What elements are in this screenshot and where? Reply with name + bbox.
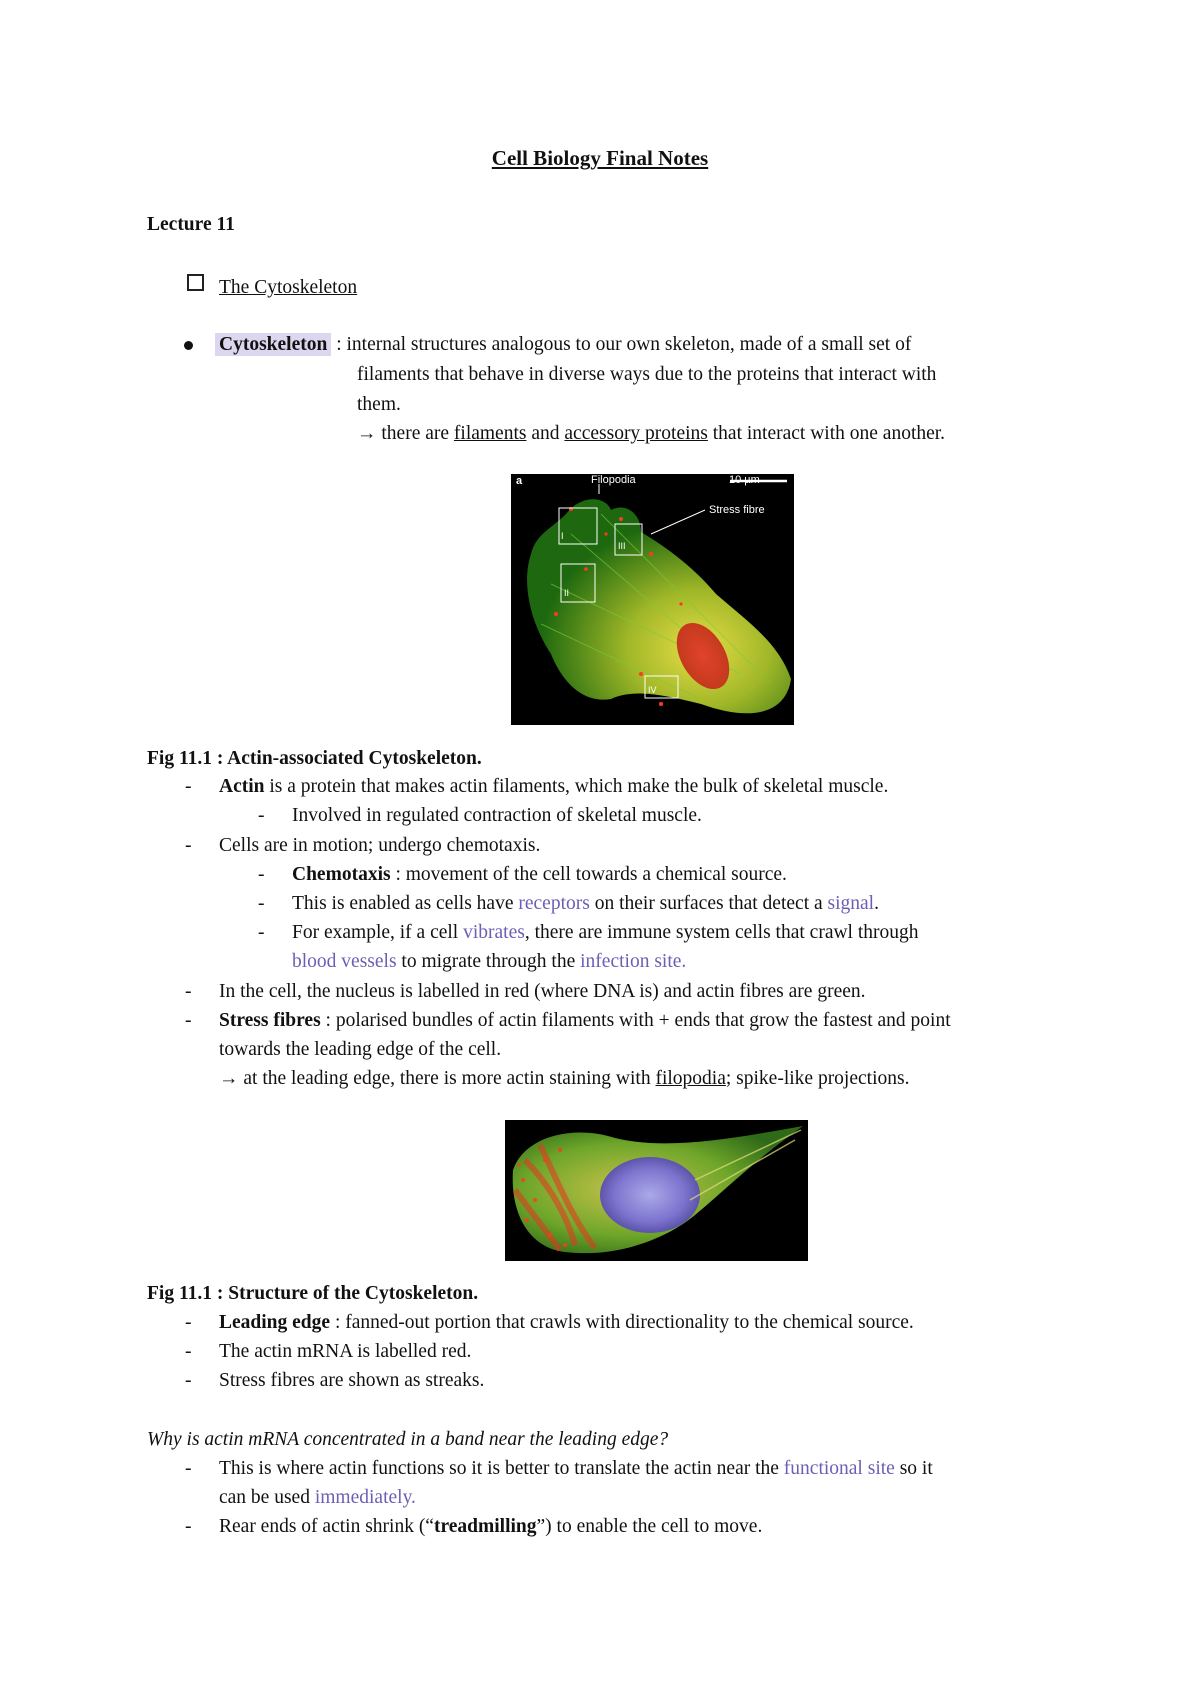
list-item: In the cell, the nucleus is labelled in red (where DNA is) and actin fibres are green. xyxy=(219,981,866,1002)
box-label-iv: IV xyxy=(648,685,657,695)
box-label-i: I xyxy=(561,531,564,541)
question-heading: Why is actin mRNA concentrated in a band near the leading edge? xyxy=(147,1429,669,1450)
bullet-icon xyxy=(184,341,193,350)
dash: - xyxy=(258,922,265,943)
list-item-continuation: → at the leading edge, there is more actin staining with filopodia; spike-like projections. xyxy=(219,1068,910,1089)
accessory-proteins-term: accessory proteins xyxy=(564,423,708,444)
dash: - xyxy=(258,893,265,914)
list-item-continuation: blood vessels to migrate through the infection site. xyxy=(292,951,687,972)
cytoskeleton-def-line2: filaments that behave in diverse ways due to the proteins that interact with xyxy=(357,364,937,385)
immediately-term: immediately. xyxy=(314,1487,416,1508)
list-item: Involved in regulated contraction of skeletal muscle. xyxy=(292,805,702,826)
dash: - xyxy=(185,981,192,1002)
filopodia-label: Filopodia xyxy=(591,474,636,486)
infection-site-term: infection site. xyxy=(580,951,687,972)
section-heading: The Cytoskeleton xyxy=(219,277,358,298)
chemotaxis-term: Chemotaxis xyxy=(292,864,391,885)
cytoskeleton-definition: Cytoskeleton : internal structures analogous to our own skeleton, made of a small set of xyxy=(215,335,911,355)
list-item: Stress fibres are shown as streaks. xyxy=(219,1370,485,1391)
list-item: The actin mRNA is labelled red. xyxy=(219,1341,472,1362)
fig2-caption: Fig 11.1 : Structure of the Cytoskeleton. xyxy=(147,1283,479,1304)
leading-edge-term: Leading edge xyxy=(219,1312,331,1333)
box-label-iii: III xyxy=(618,541,626,551)
signal-term: signal xyxy=(827,893,875,914)
checkbox-icon[interactable] xyxy=(187,274,204,291)
cytoskeleton-structure-micrograph xyxy=(505,1120,808,1261)
scale-bar-label: 10 µm xyxy=(729,474,760,486)
list-item: This is enabled as cells have receptors on their surfaces that detect a signal. xyxy=(292,893,879,914)
filopodia-term: filopodia xyxy=(655,1068,726,1089)
list-item: Chemotaxis : movement of the cell towards a chemical source. xyxy=(292,864,787,885)
receptors-term: receptors xyxy=(518,893,590,914)
list-item: Actin is a protein that makes actin filaments, which make the bulk of skeletal muscle. xyxy=(219,776,889,797)
filaments-term: filaments xyxy=(453,423,527,444)
dash: - xyxy=(185,835,192,856)
list-item: For example, if a cell vibrates, there are immune system cells that crawl through xyxy=(292,922,919,943)
stress-fibres-term: Stress fibres xyxy=(219,1010,321,1031)
treadmilling-term: treadmilling xyxy=(433,1516,537,1537)
actin-term: Actin xyxy=(219,776,265,797)
dash: - xyxy=(185,1312,192,1333)
functional-site-term: functional site xyxy=(783,1458,895,1479)
lecture-heading: Lecture 11 xyxy=(147,214,235,235)
list-item: Rear ends of actin shrink (“treadmilling”) to enable the cell to move. xyxy=(219,1516,763,1537)
dash: - xyxy=(185,1458,192,1479)
page-title: Cell Biology Final Notes xyxy=(491,146,709,170)
dash: - xyxy=(185,1516,192,1537)
cytoskeleton-arrow-note: → there are filaments and accessory proteins that interact with one another. xyxy=(357,423,946,444)
dash: - xyxy=(185,1010,192,1031)
list-item: Leading edge : fanned-out portion that crawls with directionality to the chemical source. xyxy=(219,1312,914,1333)
list-item: Cells are in motion; undergo chemotaxis. xyxy=(219,835,541,856)
dash: - xyxy=(185,1341,192,1362)
cytoskeleton-term: Cytoskeleton xyxy=(215,333,331,356)
dash: - xyxy=(258,864,265,885)
list-item-continuation: can be used immediately. xyxy=(219,1487,416,1508)
fig1-caption: Fig 11.1 : Actin-associated Cytoskeleton. xyxy=(147,748,482,769)
dash: - xyxy=(258,805,265,826)
dash: - xyxy=(185,1370,192,1391)
vibrates-term: vibrates xyxy=(463,922,525,943)
cytoskeleton-def-line3: them. xyxy=(357,394,401,415)
box-label-ii: II xyxy=(564,588,570,598)
actin-cytoskeleton-micrograph xyxy=(511,474,794,725)
list-item: This is where actin functions so it is better to translate the actin near the functional site so it xyxy=(219,1458,933,1479)
list-item: Stress fibres : polarised bundles of actin filaments with + ends that grow the fastest and point xyxy=(219,1010,951,1031)
panel-label: a xyxy=(516,475,523,487)
blood-vessels-term: blood vessels xyxy=(292,951,397,972)
list-item-continuation: towards the leading edge of the cell. xyxy=(219,1039,502,1060)
dash: - xyxy=(185,776,192,797)
stress-fibre-label: Stress fibre xyxy=(709,504,765,516)
